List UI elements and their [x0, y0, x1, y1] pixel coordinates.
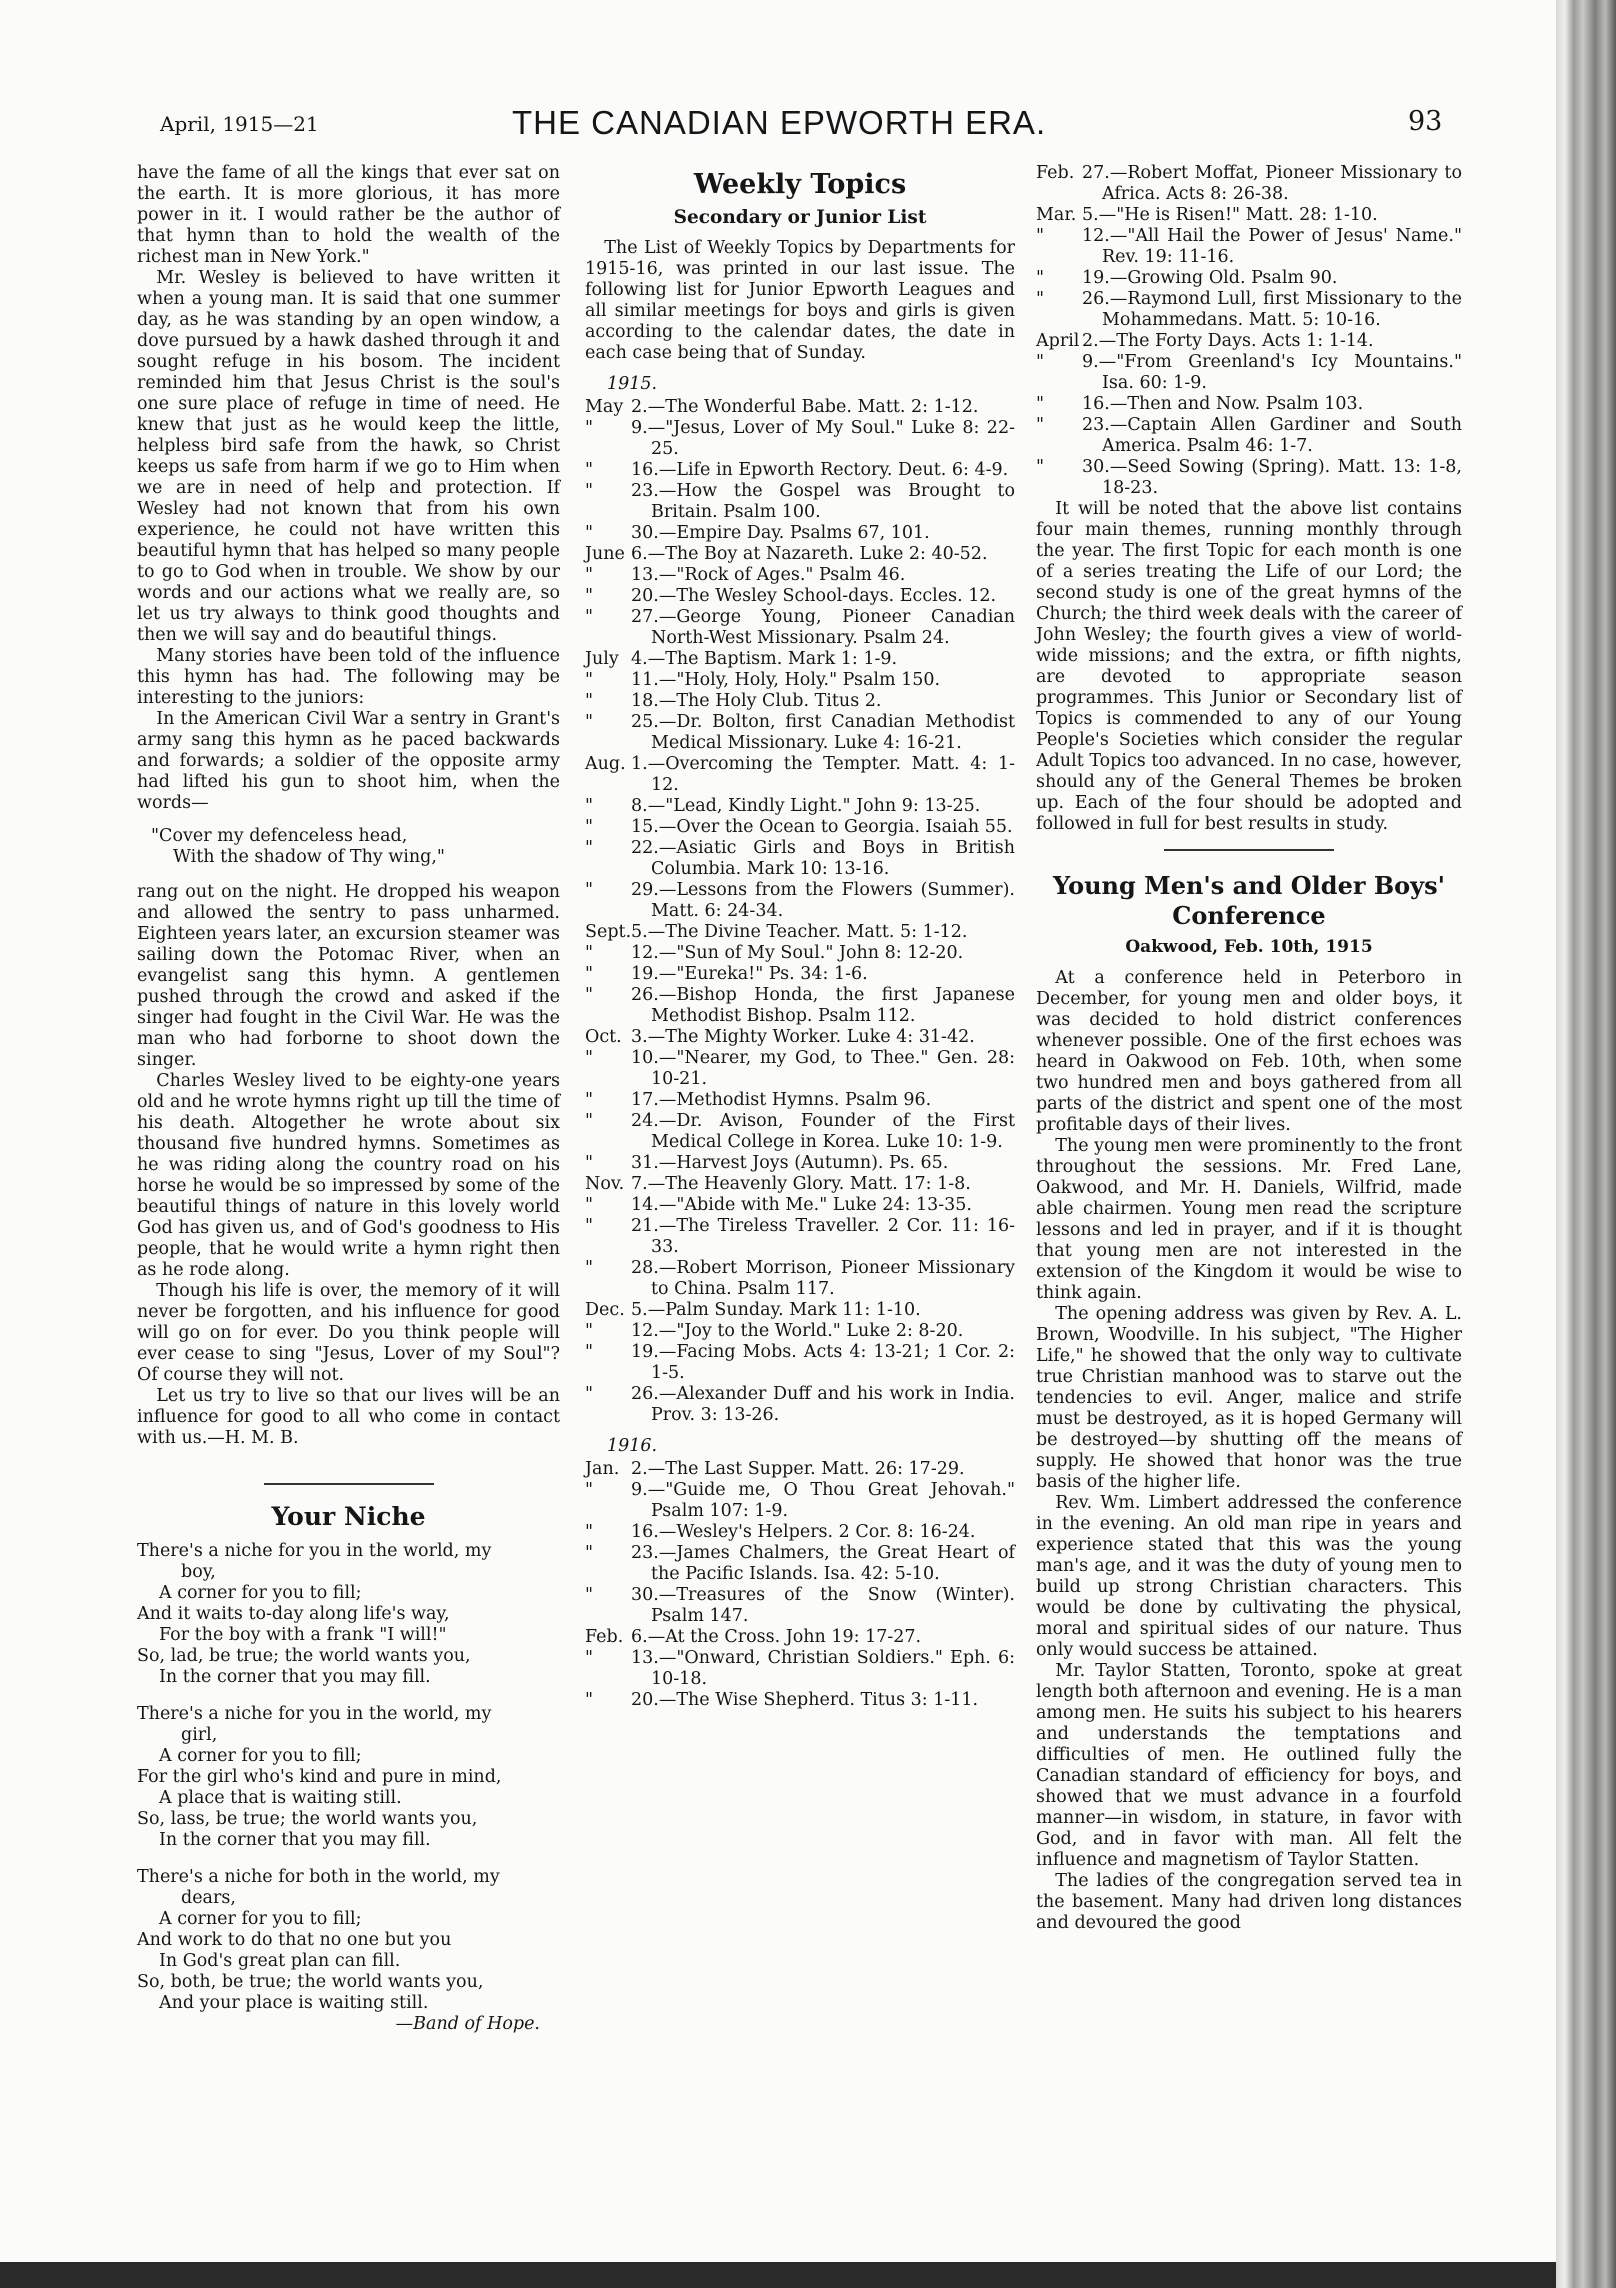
topic-text: 20.—The Wise Shepherd. Titus 3: 1-11.: [631, 1690, 979, 1710]
topic-entry: [585, 1153, 1015, 1174]
topic-text: 12.—"Joy to the World." Luke 2: 8-20.: [631, 1321, 964, 1341]
topic-entry: [1036, 268, 1462, 289]
topic-month: ": [1036, 457, 1045, 477]
topic-text: 8.—"Lead, Kindly Light." John 9: 13-25.: [631, 796, 981, 816]
topic-text: 16.—Life in Epworth Rectory. Deut. 6: 4-9.: [631, 460, 1009, 480]
topic-entry: [585, 943, 1015, 964]
column-left: [137, 163, 560, 2035]
issue-date: April, 1915—21: [160, 112, 319, 136]
poem-line: In the corner that you may fill.: [159, 1830, 431, 1850]
topic-month: ": [1036, 394, 1045, 414]
paragraph: Rev. Wm. Limbert addressed the conference in the evening. An old man ripe in years and experience stated that this was the young man's age, and it was the duty of young men to build up strong Christian characters. This would be done by cultivating the physical, moral and spiritual sides of our nature. Thus only would success be attained.: [1036, 1493, 1462, 1660]
poem-line: A place that is waiting still.: [159, 1788, 402, 1808]
topic-text: 23.—How the Gospel was Brought to Britain. Psalm 100.: [631, 481, 1015, 522]
paragraph: Mr. Taylor Statten, Toronto, spoke at great length both afternoon and evening. He is a man among men. He suits his subject to his hearers and understands the temptations and difficulties of men. He outlined fully the Canadian standard of efficiency for boys, and showed that we must advance in a fourfold manner—in wisdom, in stature, in favor with God, and in favor with man. All felt the influence and magnetism of Taylor Statten.: [1036, 1661, 1462, 1870]
topic-text: 17.—Methodist Hymns. Psalm 96.: [631, 1090, 932, 1110]
topic-month: ": [585, 817, 594, 837]
topic-entry: [585, 1195, 1015, 1216]
topic-text: 26.—Bishop Honda, the first Japanese Methodist Bishop. Psalm 112.: [631, 985, 1015, 1026]
topic-entry: [585, 460, 1015, 481]
conference-subtitle: Oakwood, Feb. 10th, 1915: [1125, 937, 1373, 957]
topic-text: 23.—James Chalmers, the Great Heart of the Pacific Islands. Isa. 42: 5-10.: [631, 1543, 1015, 1584]
topic-entry: [585, 1627, 1015, 1648]
topic-month: May: [585, 397, 624, 417]
topic-text: 16.—Wesley's Helpers. 2 Cor. 8: 16-24.: [631, 1522, 976, 1542]
topic-text: 3.—The Mighty Worker. Luke 4: 31-42.: [631, 1027, 975, 1047]
paragraph: At a conference held in Peterboro in December, for young men and older boys, it was decided to hold district conferences whenever possible. One of the first echoes was heard in Oakwood on Feb. 10th, when some two hundred men and boys gathered from all parts of the district and spent one of the most profitable days of their lives.: [1036, 968, 1462, 1135]
topic-month: ": [585, 1690, 594, 1710]
book-spine-edge: [1556, 0, 1616, 2288]
paragraph: rang out on the night. He dropped his weapon and allowed the sentry to pass unharmed. Eighteen years later, an excursion steamer was sailing down the Potomac River, when an evangelist sang this hymn. A gentlemen pushed through the crowd and asked if the singer had fought in the Civil War. He was the man who had forborne to shoot down the singer.: [137, 882, 560, 1070]
topic-list-1916: [585, 1459, 1015, 1711]
topic-month: ": [585, 1342, 594, 1362]
poem-line: So, lass, be true; the world wants you,: [137, 1809, 478, 1829]
topic-month: ": [585, 523, 594, 543]
topic-month: ": [585, 1648, 594, 1668]
topic-month: ": [585, 1543, 594, 1563]
weekly-topics-title: Weekly Topics: [693, 169, 907, 200]
poem-line: And work to do that no one but you: [137, 1930, 452, 1950]
topic-entry: [585, 670, 1015, 691]
topic-month: ": [585, 964, 594, 984]
topic-entry: [585, 1174, 1015, 1195]
topic-list-1915: [585, 397, 1015, 1426]
topic-text: 13.—"Onward, Christian Soldiers." Eph. 6: 10-18.: [631, 1648, 1015, 1689]
topic-entry: [1036, 205, 1462, 226]
topic-entry: [585, 1090, 1015, 1111]
topic-entry: [585, 397, 1015, 418]
topic-text: 21.—The Tireless Traveller. 2 Cor. 11: 16-33.: [631, 1216, 1015, 1257]
topic-month: ": [1036, 268, 1045, 288]
topic-entry: [585, 691, 1015, 712]
topic-entry: [1036, 457, 1462, 499]
topic-entry: [1036, 163, 1462, 205]
topic-entry: [585, 1216, 1015, 1258]
paragraph: The opening address was given by Rev. A. L. Brown, Woodville. In his subject, "The Higher Life," he showed that the only way to cultivate true Christian manhood was to starve out the tendencies to evil. Anger, malice and strife must be destroyed, as it is hoped Germany will be destroyed—by shutting off the means of supply. He showed that honor was the true basis of the higher life.: [1036, 1304, 1462, 1492]
topic-text: 31.—Harvest Joys (Autumn). Ps. 65.: [631, 1153, 949, 1173]
poem-line: So, lad, be true; the world wants you,: [137, 1646, 471, 1666]
topic-entry: [1036, 415, 1462, 457]
topic-text: 19.—"Eureka!" Ps. 34: 1-6.: [631, 964, 868, 984]
topic-text: 15.—Over the Ocean to Georgia. Isaiah 55.: [631, 817, 1013, 837]
topic-text: 9.—"Jesus, Lover of My Soul." Luke 8: 22-25.: [631, 418, 1015, 459]
year-heading: 1915.: [607, 374, 658, 394]
topic-month: Aug.: [585, 754, 626, 774]
topic-entry: [585, 1321, 1015, 1342]
poem-line: So, both, be true; the world wants you,: [137, 1972, 484, 1992]
topic-month: ": [585, 565, 594, 585]
topic-entry: [585, 1648, 1015, 1690]
topic-text: 19.—Growing Old. Psalm 90.: [1082, 268, 1338, 288]
poem-line: A corner for you to fill;: [159, 1909, 362, 1929]
topic-text: 27.—Robert Moffat, Pioneer Missionary to Africa. Acts 8: 26-38.: [1082, 163, 1462, 204]
topic-text: 12.—"All Hail the Power of Jesus' Name." Rev. 19: 11-16.: [1082, 226, 1462, 267]
topic-month: ": [585, 418, 594, 438]
topic-text: 1.—Overcoming the Tempter. Matt. 4: 1-12.: [631, 754, 1015, 795]
topic-month: Jan.: [585, 1459, 620, 1479]
topic-text: 6.—The Boy at Nazareth. Luke 2: 40-52.: [631, 544, 988, 564]
topic-text: 19.—Facing Mobs. Acts 4: 13-21; 1 Cor. 2: 1-5.: [631, 1342, 1015, 1383]
topic-month: ": [585, 712, 594, 732]
poem-your-niche: [137, 1541, 560, 2014]
topic-month: ": [585, 1522, 594, 1542]
topic-entry: [585, 1027, 1015, 1048]
topic-text: 5.—Palm Sunday. Mark 11: 1-10.: [631, 1300, 921, 1320]
topic-entry: [585, 649, 1015, 670]
topic-text: 9.—"From Greenland's Icy Mountains." Isa. 60: 1-9.: [1082, 352, 1462, 393]
topic-entry: [585, 754, 1015, 796]
topic-month: ": [585, 586, 594, 606]
topic-text: 2.—The Forty Days. Acts 1: 1-14.: [1082, 331, 1374, 351]
topic-text: 30.—Seed Sowing (Spring). Matt. 13: 1-8, 18-23.: [1082, 457, 1462, 498]
topic-month: ": [585, 691, 594, 711]
topic-text: 30.—Empire Day. Psalms 67, 101.: [631, 523, 930, 543]
topic-entry: [585, 1300, 1015, 1321]
paragraph: have the fame of all the kings that ever sat on the earth. It is more glorious, it has more power in it. I would rather be the author of that hymn than to hold the wealth of the richest man in New York.": [137, 163, 560, 267]
topic-month: Sept.: [585, 922, 632, 942]
topic-month: Nov.: [585, 1174, 625, 1194]
topic-month: ": [585, 1153, 594, 1173]
topic-month: Feb.: [585, 1627, 624, 1647]
paragraph: Though his life is over, the memory of it will never be forgotten, and his influence for good will go on for ever. Do you think people will ever cease to sing "Jesus, Lover of my Soul"? Of course they will not.: [137, 1281, 560, 1385]
topic-entry: [585, 1480, 1015, 1522]
topic-text: 20.—The Wesley School-days. Eccles. 12.: [631, 586, 997, 606]
poem-line: A corner for you to fill;: [159, 1746, 362, 1766]
topic-month: ": [1036, 289, 1045, 309]
paragraph: The young men were prominently to the front throughout the sessions. Mr. Fred Lane, Oakwood, and Mr. H. Daniels, Wilfrid, made able chairmen. Young men read the scripture lessons and led in prayer, and if it is thought that young men are not interested in the extension of the Kingdom it would be wise to think again.: [1036, 1136, 1462, 1303]
topic-entry: [585, 1111, 1015, 1153]
topic-entry: [585, 1543, 1015, 1585]
poem-source: —Band of Hope.: [395, 2014, 540, 2034]
topic-text: 13.—"Rock of Ages." Psalm 46.: [631, 565, 906, 585]
poem-line: For the girl who's kind and pure in mind,: [137, 1767, 502, 1787]
topic-text: 11.—"Holy, Holy, Holy." Psalm 150.: [631, 670, 941, 690]
topic-entry: [585, 712, 1015, 754]
topic-entry: [585, 544, 1015, 565]
poem-line: A corner for you to fill;: [159, 1583, 362, 1603]
poem-line: And it waits to-day along life's way,: [137, 1604, 450, 1624]
topic-entry: [585, 481, 1015, 523]
topic-month: June: [585, 544, 625, 564]
topic-month: Oct.: [585, 1027, 622, 1047]
topic-month: ": [585, 481, 594, 501]
topic-text: 5.—The Divine Teacher. Matt. 5: 1-12.: [631, 922, 968, 942]
topic-entry: [1036, 394, 1462, 415]
topic-text: 6.—At the Cross. John 19: 17-27.: [631, 1627, 922, 1647]
topic-text: 7.—The Heavenly Glory. Matt. 17: 1-8.: [631, 1174, 971, 1194]
poem-line: girl,: [181, 1725, 218, 1745]
paragraph: Mr. Wesley is believed to have written it when a young man. It is said that one summer day, as he was standing by an open window, a dove pursued by a hawk dashed through it and sought refuge in his bosom. The incident reminded him that Jesus Christ is the soul's one sure place of refuge in time of need. He knew that just as he would keep the little, helpless bird safe from the hawk, so Christ keeps us safe from harm if we go to Him when we are in need of help and protection. If Wesley had not known that from his own experience, he could not have written this beautiful hymn that has helped so many people to go to God when in trouble. We show by our words and our actions what we really are, so let us try always to think good thoughts and then we will say and do beautiful things.: [137, 268, 560, 645]
topic-entry: [585, 880, 1015, 922]
poem-line: And your place is waiting still.: [159, 1993, 429, 2013]
quoted-verse: [137, 826, 560, 868]
topic-month: Dec.: [585, 1300, 625, 1320]
poem-line: dears,: [181, 1888, 236, 1908]
poem-line: There's a niche for you in the world, my: [137, 1541, 492, 1561]
poem-line: There's a niche for you in the world, my: [137, 1704, 492, 1724]
topic-month: ": [585, 796, 594, 816]
topic-month: Feb.: [1036, 163, 1075, 183]
paragraph: The List of Weekly Topics by Departments for 1915-16, was printed in our last issue. The following list for Junior Epworth Leagues and all similar meetings for boys and girls is given according to the calendar dates, the date in each case being that of Sunday.: [585, 238, 1015, 363]
paragraph: The ladies of the congregation served tea in the basement. Many had driven long distances and devoured the good: [1036, 1871, 1462, 1933]
topic-entry: [585, 796, 1015, 817]
topic-entry: [585, 418, 1015, 460]
topic-text: 27.—George Young, Pioneer Canadian North-West Missionary. Psalm 24.: [631, 607, 1015, 648]
column-middle: [585, 163, 1015, 1711]
topic-text: 22.—Asiatic Girls and Boys in British Columbia. Mark 10: 13-16.: [631, 838, 1015, 879]
topic-entry: [1036, 226, 1462, 268]
poem-line: In God's great plan can fill.: [159, 1951, 401, 1971]
topic-month: ": [585, 880, 594, 900]
topic-text: 30.—Treasures of the Snow (Winter). Psalm 147.: [631, 1585, 1015, 1626]
topic-entry: [585, 985, 1015, 1027]
topic-entry: [585, 1384, 1015, 1426]
topic-entry: [585, 1459, 1015, 1480]
topic-list-continued: [1036, 163, 1462, 499]
topic-month: ": [585, 670, 594, 690]
topic-text: 12.—"Sun of My Soul." John 8: 12-20.: [631, 943, 964, 963]
paragraph: In the American Civil War a sentry in Grant's army sang this hymn as he paced backwards and forwards; a soldier of the opposite army had lifted his gun to shoot him, when the words—: [137, 709, 560, 813]
topic-entry: [585, 1258, 1015, 1300]
topic-entry: [585, 1048, 1015, 1090]
topic-month: ": [1036, 226, 1045, 246]
topic-month: ": [585, 943, 594, 963]
topic-entry: [585, 964, 1015, 985]
topic-text: 2.—The Wonderful Babe. Matt. 2: 1-12.: [631, 397, 979, 417]
topic-text: 10.—"Nearer, my God, to Thee." Gen. 28: 10-21.: [631, 1048, 1015, 1089]
paragraph: Many stories have been told of the influence this hymn has had. The following may be interesting to the juniors:: [137, 646, 560, 708]
topic-month: ": [1036, 352, 1045, 372]
topic-month: ": [585, 1585, 594, 1605]
column-right: [1036, 163, 1462, 1934]
topic-month: ": [1036, 415, 1045, 435]
topic-text: 5.—"He is Risen!" Matt. 28: 1-10.: [1082, 205, 1378, 225]
topic-entry: [585, 817, 1015, 838]
topic-entry: [585, 607, 1015, 649]
topic-month: ": [585, 985, 594, 1005]
topic-text: 26.—Alexander Duff and his work in India. Prov. 3: 13-26.: [631, 1384, 1015, 1425]
paragraph: It will be noted that the above list contains four main themes, running monthly through the year. The first Topic for each month is one of a series treating the Life of our Lord; the second study is one of the great hymns of the Church; the third week deals with the career of John Wesley; the fourth gives a view of world-wide missions; and the extra, or fifth nights, are devoted to appropriate season programmes. This Junior or Secondary list of Topics is commended to any of our Young People's Societies which consider the regular Adult Topics too advanced. In no case, however, should any of the General Themes be broken up. Each of the four should be adopted and followed in full for best results in study.: [1036, 499, 1462, 834]
scan-bottom-edge: [0, 2262, 1556, 2288]
topic-month: ": [585, 1048, 594, 1068]
topic-text: 28.—Robert Morrison, Pioneer Missionary to China. Psalm 117.: [631, 1258, 1015, 1299]
topic-entry: [585, 1522, 1015, 1543]
topic-text: 18.—The Holy Club. Titus 2.: [631, 691, 882, 711]
poem-line: boy,: [181, 1562, 216, 1582]
topic-month: ": [585, 607, 594, 627]
weekly-topics-subtitle: Secondary or Junior List: [673, 207, 927, 228]
conference-title: Young Men's and Older Boys' Conference: [1053, 871, 1445, 930]
topic-text: 16.—Then and Now. Psalm 103.: [1082, 394, 1364, 414]
year-heading: 1916.: [607, 1436, 658, 1456]
poem-line: For the boy with a frank "I will!": [159, 1625, 447, 1645]
topic-entry: [585, 1690, 1015, 1711]
topic-month: July: [585, 649, 619, 669]
topic-month: ": [585, 1090, 594, 1110]
quote-line: "Cover my defenceless head,: [151, 826, 408, 846]
topic-month: ": [585, 1111, 594, 1131]
topic-text: 2.—The Last Supper. Matt. 26: 17-29.: [631, 1459, 965, 1479]
topic-text: 25.—Dr. Bolton, first Canadian Methodist Medical Missionary. Luke 4: 16-21.: [631, 712, 1015, 753]
topic-entry: [1036, 289, 1462, 331]
topic-text: 4.—The Baptism. Mark 1: 1-9.: [631, 649, 898, 669]
topic-text: 9.—"Guide me, O Thou Great Jehovah." Psalm 107: 1-9.: [631, 1480, 1015, 1521]
topic-text: 29.—Lessons from the Flowers (Summer). Matt. 6: 24-34.: [631, 880, 1015, 921]
topic-entry: [1036, 331, 1462, 352]
topic-month: ": [585, 1258, 594, 1278]
topic-entry: [585, 523, 1015, 544]
poem-line: There's a niche for both in the world, my: [137, 1867, 500, 1887]
topic-text: 14.—"Abide with Me." Luke 24: 13-35.: [631, 1195, 972, 1215]
topic-entry: [585, 1342, 1015, 1384]
poem-line: [137, 1688, 560, 1704]
topic-text: 26.—Raymond Lull, first Missionary to the Mohammedans. Matt. 5: 10-16.: [1082, 289, 1462, 330]
topic-month: Mar.: [1036, 205, 1077, 225]
topic-month: ": [585, 1384, 594, 1404]
quote-line: With the shadow of Thy wing,": [173, 847, 445, 867]
page-number: 93: [1408, 106, 1443, 137]
poem-title: Your Niche: [271, 1502, 426, 1531]
topic-entry: [585, 838, 1015, 880]
topic-month: ": [585, 838, 594, 858]
poem-line: In the corner that you may fill.: [159, 1667, 431, 1687]
topic-text: 23.—Captain Allen Gardiner and South America. Psalm 46: 1-7.: [1082, 415, 1462, 456]
topic-month: ": [585, 1480, 594, 1500]
topic-entry: [585, 1585, 1015, 1627]
topic-entry: [585, 565, 1015, 586]
paragraph: Let us try to live so that our lives will be an influence for good to all who come in contact with us.—H. M. B.: [137, 1386, 560, 1448]
topic-month: April: [1036, 331, 1080, 351]
poem-line: [137, 1851, 560, 1867]
masthead-title: THE CANADIAN EPWORTH ERA.: [512, 104, 1047, 141]
topic-entry: [585, 922, 1015, 943]
topic-month: ": [585, 1216, 594, 1236]
topic-entry: [585, 586, 1015, 607]
topic-month: ": [585, 1321, 594, 1341]
paragraph: Charles Wesley lived to be eighty-one years old and he wrote hymns right up till the time of his death. Altogether he wrote about six thousand five hundred hymns. Sometimes as he was riding along the country road on his horse he would be so impressed by some of the beautiful things of nature in this lovely world God has given us, and of God's goodness to His people, that he would write a hymn right then as he rode along.: [137, 1071, 560, 1280]
topic-month: ": [585, 460, 594, 480]
topic-text: 24.—Dr. Avison, Founder of the First Medical College in Korea. Luke 10: 1-9.: [631, 1111, 1015, 1152]
topic-entry: [1036, 352, 1462, 394]
topic-month: ": [585, 1195, 594, 1215]
